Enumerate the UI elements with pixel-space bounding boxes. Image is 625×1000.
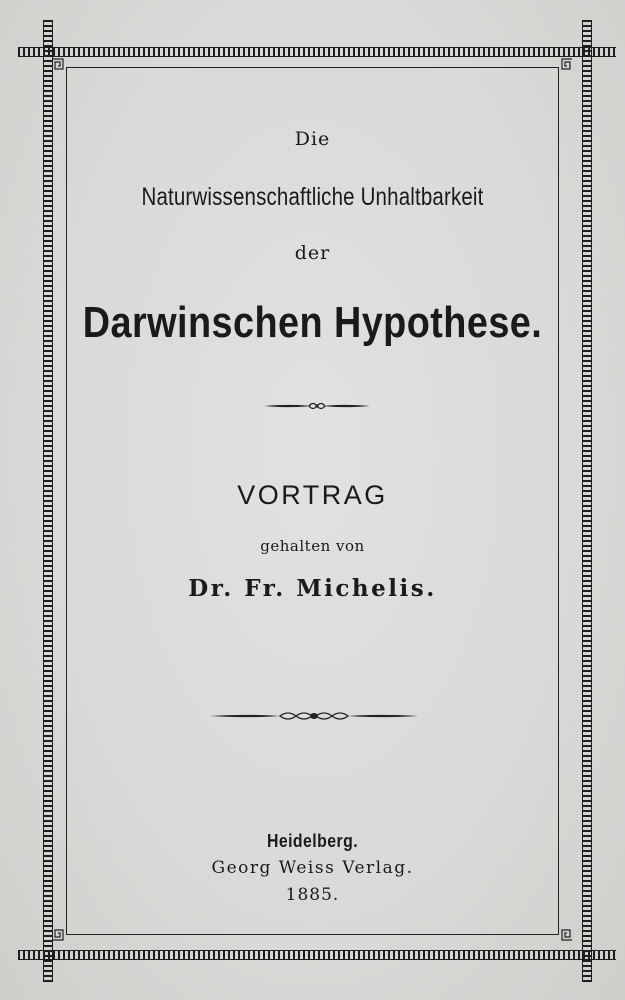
- genre-heading: VORTRAG: [237, 480, 388, 510]
- top-border-rule: [18, 48, 616, 56]
- title-line-der: der: [294, 242, 331, 264]
- corner-ornament-icon: [52, 58, 64, 70]
- main-title: Darwinschen Hypothese.: [82, 298, 543, 347]
- ornament-divider-icon: [208, 708, 420, 724]
- bottom-border-rule: [18, 951, 616, 959]
- ornament-divider-icon: [262, 400, 372, 412]
- title-line-naturwissenschaftliche: Naturwissenschaftliche Unhaltbarkeit: [141, 183, 484, 211]
- corner-ornament-icon: [561, 58, 573, 70]
- author-name: Dr. Fr. Michelis.: [188, 575, 437, 602]
- corner-ornament-icon: [561, 929, 573, 941]
- imprint-publisher: Georg Weiss Verlag.: [211, 858, 414, 878]
- byline: gehalten von: [260, 537, 365, 555]
- title-line-die: Die: [294, 128, 331, 150]
- imprint-year: 1885.: [285, 885, 340, 905]
- imprint-city: Heidelberg.: [266, 831, 359, 851]
- corner-ornament-icon: [52, 929, 64, 941]
